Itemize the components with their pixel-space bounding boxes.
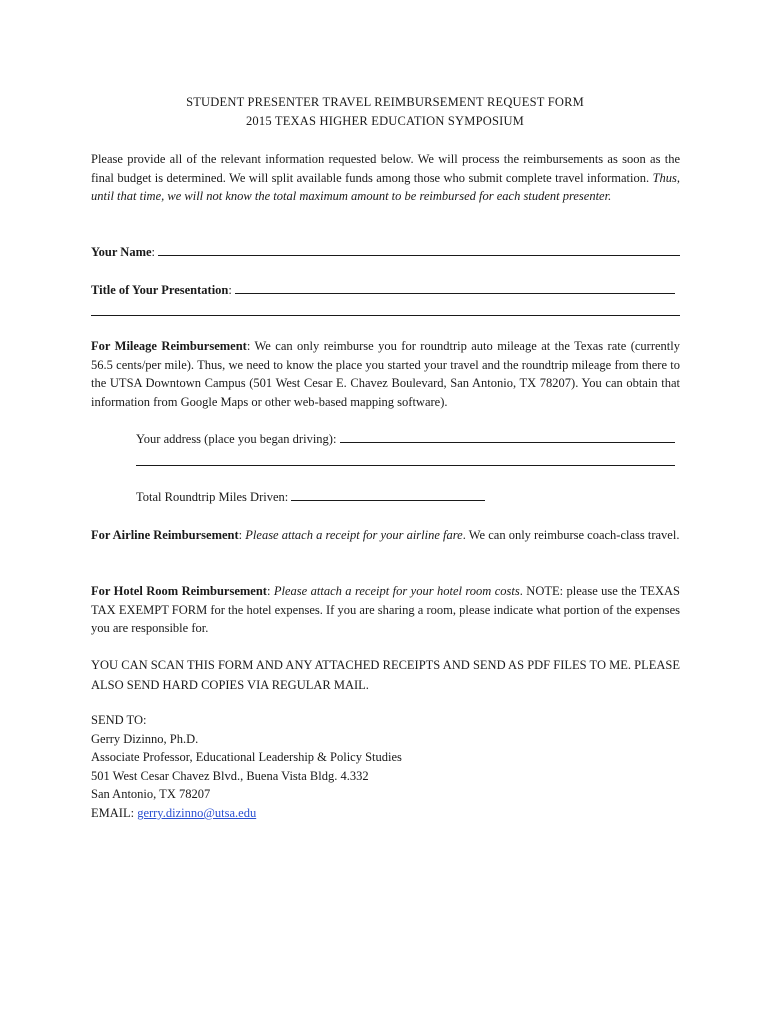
name-field-row: Your Name : — [91, 244, 680, 260]
name-label: Your Name — [91, 245, 152, 259]
intro-paragraph — [91, 150, 680, 206]
submission-notice: YOU CAN SCAN THIS FORM AND ANY ATTACHED RECEIPTS AND SEND AS PDF FILES TO ME. PLEASE ALSO SEND HARD COPIES VIA REGULAR MAIL. — [91, 658, 680, 692]
airline-paragraph: For Airline Reimbursement: Please attach a receipt for your airline fare. We can only reimburse coach-class travel. — [91, 528, 680, 542]
mileage-heading: For Mileage Reimbursement — [91, 339, 247, 353]
airline-heading: For Airline Reimbursement — [91, 528, 239, 542]
hotel-paragraph: For Hotel Room Reimbursement: Please attach a receipt for your hotel room costs. NOTE: please use the TEXAS TAX EXEMPT FORM for the hotel expenses. If you are sharing a room, please indicate what portion of the expenses you are responsible for. — [91, 584, 680, 636]
contact-email-row — [91, 804, 680, 823]
email-label: EMAIL: — [91, 805, 135, 820]
send-to-label: SEND TO: — [91, 713, 147, 727]
contact-address-line1: 501 West Cesar Chavez Blvd., Buena Vista Bldg. 4.332 — [91, 768, 369, 783]
hotel-text: NOTE: please use the TEXAS TAX EXEMPT FORM for the hotel expenses. If you are sharing a room, please indicate what portion of the expenses you are responsible for. — [91, 584, 680, 636]
intro-text: Please provide all of the relevant information requested below. We will process the reimbursements as soon as the final budget is determined. We will split available funds among those who submit complete travel information. — [91, 152, 680, 185]
mileage-text: We can only reimburse you for roundtrip auto mileage at the Texas rate (currently 56.5 cents/per mile). Thus, we need to know the place you started your travel and the roundtrip mileage from there to the UTSA Downtown Campus (501 West Cesar E. Chavez Boulevard, San Antonio, TX 78207). You can obtain that information from Google Maps or other web-based mapping software). — [91, 339, 680, 409]
presentation-title-input-line-2[interactable] — [91, 305, 680, 316]
email-link[interactable]: gerry.dizinno@utsa.edu — [137, 805, 257, 820]
airline-text: We can only reimburse coach-class travel. — [468, 528, 680, 542]
address-input-line-2[interactable] — [136, 455, 675, 466]
contact-position: Associate Professor, Educational Leadership & Policy Studies — [91, 750, 402, 765]
title-field-row: Title of Your Presentation : — [91, 282, 675, 298]
airline-italic-text: Please attach a receipt for your airline fare — [245, 528, 463, 542]
address-field-row — [136, 431, 675, 447]
form-subtitle: 2015 TEXAS HIGHER EDUCATION SYMPOSIUM — [245, 114, 525, 128]
miles-input-line[interactable] — [291, 489, 485, 501]
mileage-paragraph: For Mileage Reimbursement: We can only reimburse you for roundtrip auto mileage at the Texas rate (currently 56.5 cents/per mile). Thus, we need to know the place you started your travel and the roundtrip mileage from there to the UTSA Downtown Campus (501 West Cesar E. Chavez Boulevard, San Antonio, TX 78207). You can obtain that information from Google Maps or other web-based mapping software). — [91, 339, 680, 409]
miles-field-row — [136, 489, 485, 505]
hotel-italic-text: Please attach a receipt for your hotel room costs — [273, 584, 520, 598]
name-input-line[interactable] — [158, 244, 680, 256]
address-label: Your address (place you began driving): — [136, 432, 337, 446]
form-title: STUDENT PRESENTER TRAVEL REIMBURSEMENT REQUEST FORM — [186, 95, 584, 109]
contact-block — [91, 711, 680, 823]
presentation-title-label: Title of Your Presentation — [91, 283, 229, 297]
presentation-title-input-line[interactable] — [235, 282, 675, 294]
contact-name: Gerry Dizinno, Ph.D. — [91, 731, 199, 746]
contact-address-line2: San Antonio, TX 78207 — [91, 787, 211, 802]
intro-italic-text: Thus, until that time, we will not know the total maximum amount to be reimbursed for each student presenter. — [91, 170, 681, 204]
miles-label: Total Roundtrip Miles Driven: — [136, 490, 289, 504]
address-input-line[interactable] — [340, 431, 675, 443]
hotel-heading: For Hotel Room Reimbursement — [91, 584, 267, 598]
